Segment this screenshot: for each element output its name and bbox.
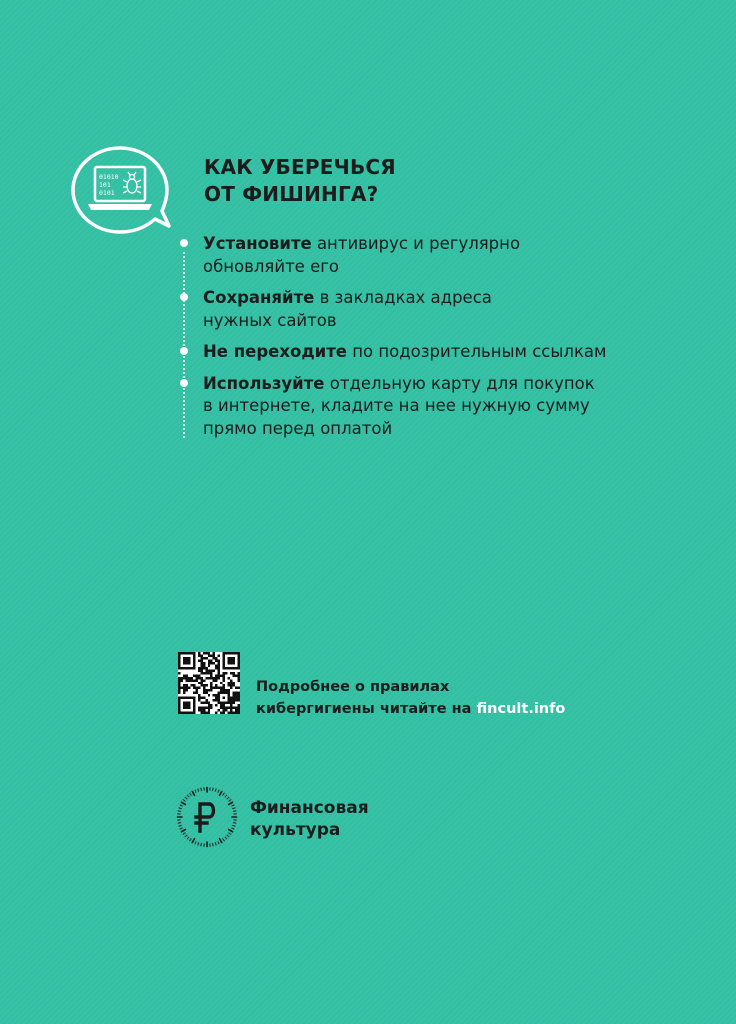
bullet-dot (180, 293, 188, 301)
tip-line (203, 341, 676, 364)
tip-lead: Используйте (203, 373, 325, 393)
tip-lead: Установите (203, 234, 312, 253)
logo-line-2: культура (250, 820, 341, 840)
screen-bits-row-2: 101 (99, 181, 111, 189)
logo-text (250, 797, 369, 841)
more-info-line-1: Подробнее о правилах (256, 679, 450, 695)
fincult-link[interactable]: fincult.info (476, 701, 566, 717)
screen-bits-row-1: 01010 (99, 173, 119, 181)
page-title (204, 154, 396, 208)
tip-line (203, 233, 676, 256)
tip-item-bookmarks (176, 287, 676, 332)
bug-icon (123, 172, 141, 193)
tip-text: антивирус и регулярно (311, 234, 521, 253)
ruble-clock-logo-icon (176, 786, 238, 848)
screen-bits-row-3: 0101 (99, 189, 115, 197)
laptop-bug-icon (66, 142, 174, 242)
tip-continuation: в интернете, кладите на нее нужную сумму (203, 396, 590, 415)
tip-text: по подозрительным ссылкам (346, 342, 607, 361)
bullet-dot (180, 347, 188, 355)
tip-text: в закладках адреса (314, 288, 492, 307)
tip-text: отдельную карту для покупок (324, 373, 595, 393)
tip-continuation: нужных сайтов (203, 310, 337, 330)
bullet-dot (180, 239, 188, 247)
tip-item-separate-card (176, 373, 676, 441)
tips-list (176, 233, 676, 449)
tip-item-antivirus (176, 233, 676, 278)
tip-continuation: обновляйте его (203, 256, 339, 276)
title-line-1: КАК УБЕРЕЧЬСЯ (204, 155, 396, 179)
more-info-prefix: кибергигиены читайте на (256, 701, 477, 717)
more-info-line-2 (256, 698, 565, 720)
tip-item-links (176, 341, 676, 364)
more-info-text (256, 676, 565, 720)
qr-code[interactable] (178, 652, 240, 714)
tip-line (203, 287, 676, 310)
tip-lead: Сохраняйте (203, 288, 315, 307)
tip-line (203, 373, 676, 396)
logo-line-1: Финансовая (250, 798, 369, 818)
tip-continuation: прямо перед оплатой (203, 418, 393, 438)
bullet-dot (180, 379, 188, 387)
tip-lead: Не переходите (203, 342, 347, 361)
title-line-2: ОТ ФИШИНГА? (204, 182, 379, 206)
